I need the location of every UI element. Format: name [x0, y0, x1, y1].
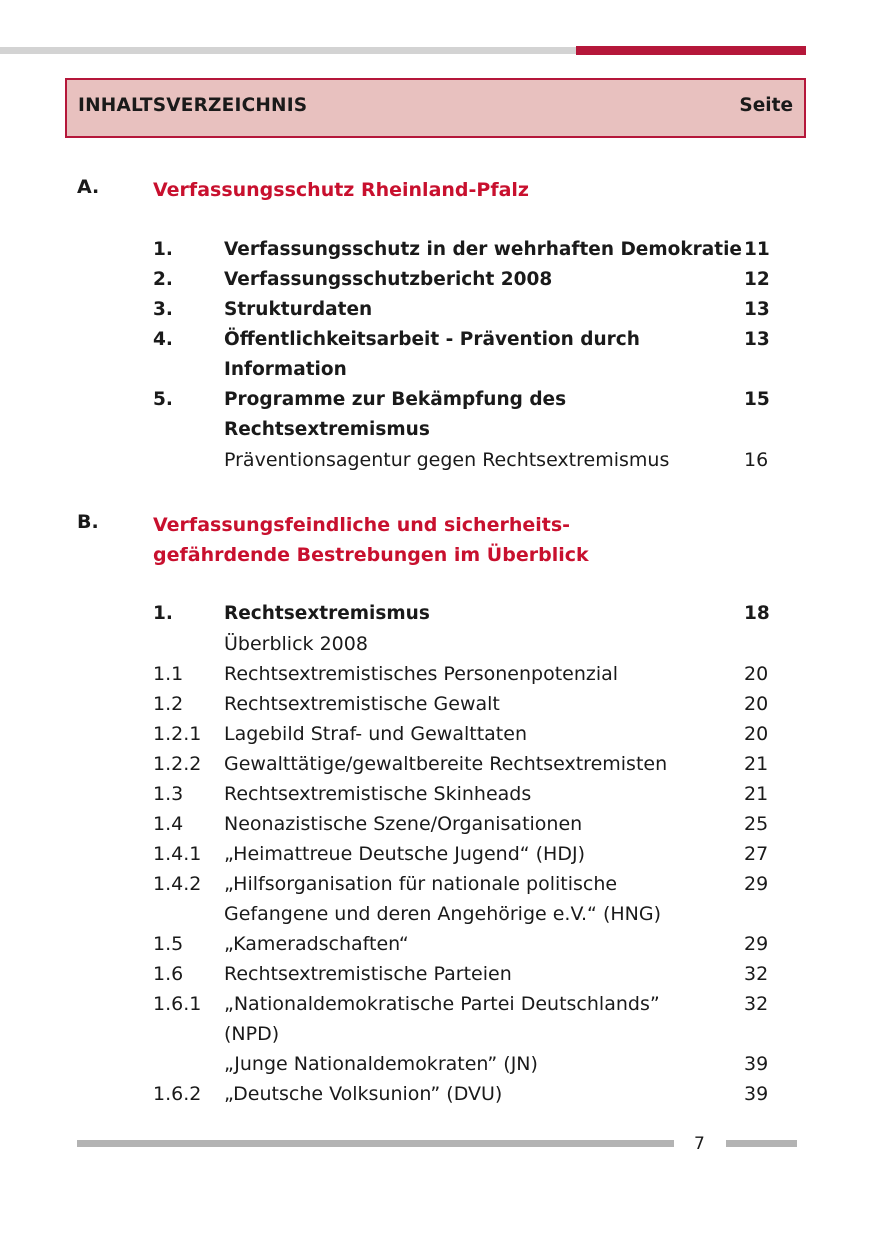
toc-header	[65, 78, 806, 138]
toc-entry-text: Information	[224, 359, 347, 380]
toc-entry-number: 1.4	[153, 813, 184, 835]
toc-entry	[0, 235, 875, 265]
toc-entry-text: Präventionsagentur gegen Rechtsextremismus	[224, 449, 670, 471]
toc-entry-text: Gefangene und deren Angehörige e.V.“ (HNG)	[224, 903, 661, 925]
toc-entry-number: 3.	[153, 299, 173, 320]
toc-entry	[0, 959, 875, 989]
toc-entry-page: 13	[744, 299, 770, 320]
toc-entry-page: 20	[744, 663, 769, 685]
toc-entry-text: Rechtsextremismus	[224, 603, 430, 624]
toc-entry-page: 39	[744, 1053, 769, 1075]
toc-entry	[0, 599, 875, 629]
toc-entry-text: Rechtsextremistische Parteien	[224, 963, 512, 985]
toc-entry	[0, 989, 875, 1019]
toc-entry-number: 1.6.1	[153, 993, 202, 1015]
toc-entry	[0, 325, 875, 355]
toc-entry-page: 20	[744, 723, 769, 745]
toc-entry-page: 18	[744, 603, 770, 624]
toc-entry-text: Rechtsextremistische Gewalt	[224, 693, 500, 715]
toc-entry-number: 1.	[153, 239, 173, 260]
toc-entry-number: 1.4.1	[153, 843, 202, 865]
top-decor-bar-red	[576, 46, 806, 55]
toc-entry-page: 29	[744, 873, 769, 895]
toc-entry-page: 21	[744, 783, 769, 805]
page-column-label: Seite	[739, 95, 793, 116]
section-b-title-line2: gefährdende Bestrebungen im Überblick	[153, 544, 589, 566]
toc-entry-number: 1.2.2	[153, 753, 202, 775]
top-decor-bar-gray	[0, 47, 576, 54]
toc-entry-text: Lagebild Straf- und Gewalttaten	[224, 723, 527, 745]
toc-entry	[0, 719, 875, 749]
toc-entry	[0, 1049, 875, 1079]
toc-entry-page: 39	[744, 1083, 769, 1105]
toc-entry	[0, 929, 875, 959]
toc-entry-page: 32	[744, 963, 769, 985]
toc-entry-number: 1.4.2	[153, 873, 202, 895]
toc-entry-number: 2.	[153, 269, 173, 290]
toc-entry-number: 1.6.2	[153, 1083, 202, 1105]
toc-entry-page: 13	[744, 329, 770, 350]
toc-entry-text: „Hilfsorganisation für nationale politische	[224, 873, 618, 895]
toc-entry-page: 25	[744, 813, 769, 835]
toc-entry	[0, 415, 875, 445]
toc-entry-text: Strukturdaten	[224, 299, 373, 320]
toc-entry	[0, 629, 875, 659]
toc-entry-text: Neonazistische Szene/Organisationen	[224, 813, 583, 835]
toc-entry	[0, 659, 875, 689]
toc-entry-text: Verfassungsschutz in der wehrhaften Demokratie	[224, 239, 742, 260]
footer-decor-bar-right	[726, 1140, 797, 1147]
footer-decor-bar-left	[77, 1140, 674, 1147]
toc-entry	[0, 869, 875, 899]
toc-entry	[0, 385, 875, 415]
toc-entry-number: 5.	[153, 389, 173, 410]
toc-entry-text: Verfassungsschutzbericht 2008	[224, 269, 553, 290]
toc-entry-page: 15	[744, 389, 770, 410]
toc-entry-text: Rechtsextremismus	[224, 419, 430, 440]
toc-title: INHALTSVERZEICHNIS	[78, 95, 308, 116]
toc-entry	[0, 355, 875, 385]
toc-entry	[0, 1019, 875, 1049]
toc-entry-text: „Heimattreue Deutsche Jugend“ (HDJ)	[224, 843, 585, 865]
toc-entry-number: 1.5	[153, 933, 184, 955]
toc-entry	[0, 899, 875, 929]
toc-entry-page: 20	[744, 693, 769, 715]
toc-entry-page: 16	[744, 449, 769, 471]
toc-entry	[0, 265, 875, 295]
toc-entry-text: Überblick 2008	[224, 633, 368, 655]
toc-entry-number: 1.2.1	[153, 723, 202, 745]
toc-entry	[0, 295, 875, 325]
toc-entry-number: 1.	[153, 603, 173, 624]
toc-entry	[0, 1079, 875, 1109]
toc-entry-number: 4.	[153, 329, 173, 350]
toc-entry-text: Rechtsextremistische Skinheads	[224, 783, 532, 805]
toc-entry-page: 32	[744, 993, 769, 1015]
toc-entry-text: Rechtsextremistisches Personenpotenzial	[224, 663, 619, 685]
section-b-letter: B.	[77, 511, 99, 533]
toc-entry-text: „Nationaldemokratische Partei Deutschlands”	[224, 993, 660, 1015]
toc-entry	[0, 839, 875, 869]
toc-entry-text: „Junge Nationaldemokraten” (JN)	[224, 1053, 538, 1075]
page-number: 7	[694, 1134, 705, 1154]
toc-entry-text: (NPD)	[224, 1023, 280, 1045]
toc-entry	[0, 779, 875, 809]
toc-entry-text: Programme zur Bekämpfung des	[224, 389, 567, 410]
toc-entry-page: 29	[744, 933, 769, 955]
toc-entry-number: 1.1	[153, 663, 184, 685]
section-a-title: Verfassungsschutz Rheinland-Pfalz	[153, 179, 529, 201]
toc-entry-text: Öffentlichkeitsarbeit - Prävention durch	[224, 329, 640, 350]
toc-entry	[0, 809, 875, 839]
toc-entry	[0, 445, 875, 475]
toc-entry-text: Gewalttätige/gewaltbereite Rechtsextremisten	[224, 753, 668, 775]
toc-entry-page: 27	[744, 843, 769, 865]
toc-entry-page: 11	[744, 239, 770, 260]
toc-entry-text: „Deutsche Volksunion” (DVU)	[224, 1083, 503, 1105]
toc-entry-text: „Kameradschaften“	[224, 933, 409, 955]
toc-entry	[0, 689, 875, 719]
section-b-title-line1: Verfassungsfeindliche und sicherheits-	[153, 514, 571, 536]
toc-entry-page: 12	[744, 269, 770, 290]
toc-entry	[0, 749, 875, 779]
toc-entry-number: 1.6	[153, 963, 184, 985]
toc-entry-number: 1.3	[153, 783, 184, 805]
toc-entry-page: 21	[744, 753, 769, 775]
toc-entry-number: 1.2	[153, 693, 184, 715]
section-a-letter: A.	[77, 176, 100, 198]
